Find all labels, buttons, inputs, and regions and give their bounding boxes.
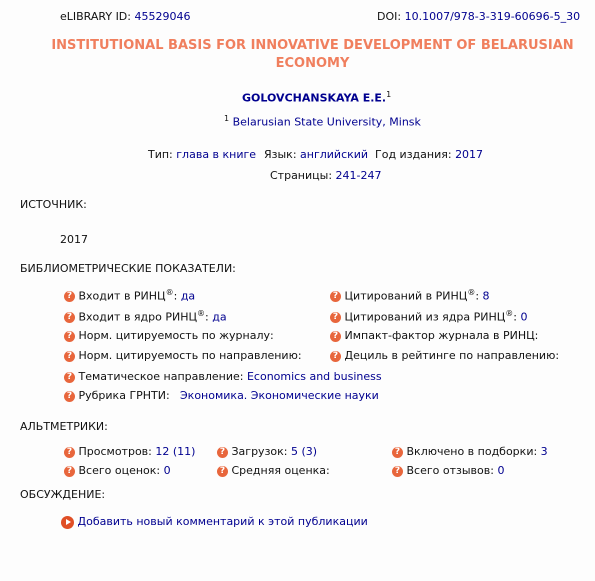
- collections-row: [392, 445, 548, 458]
- views-row: [64, 445, 195, 458]
- ratings-value: 0: [163, 464, 171, 477]
- rinc-value: да: [180, 289, 196, 303]
- average-rating-row: [217, 464, 330, 477]
- help-icon[interactable]: [330, 351, 341, 362]
- publication-language: [264, 148, 368, 161]
- norm-journal-label: Норм. цитируемость по журналу:: [78, 329, 274, 342]
- help-icon[interactable]: [64, 291, 75, 302]
- theme-row: [64, 370, 382, 383]
- reviews-label: Всего отзывов:: [406, 464, 494, 477]
- downloads-label: Загрузок:: [231, 445, 288, 458]
- author-link[interactable]: GOLOVCHANSKAYA E.E.: [242, 91, 387, 105]
- theme-value[interactable]: Economics and business: [246, 370, 382, 383]
- help-icon[interactable]: [392, 447, 403, 458]
- help-icon[interactable]: [64, 466, 75, 477]
- citations-core-label: Цитирований из ядра РИНЦ: [344, 310, 506, 324]
- rinc-row: ? Входит в РИНЦ®: да: [64, 288, 195, 303]
- impact-factor-label: Импакт-фактор журнала в РИНЦ:: [344, 329, 539, 342]
- source-year: 2017: [60, 233, 88, 246]
- norm-field-label: Норм. цитируемость по направлению:: [78, 349, 302, 362]
- impact-factor-row: [330, 329, 538, 342]
- reviews-value: 0: [497, 464, 505, 477]
- theme-label: Тематическое направление:: [78, 370, 244, 383]
- reg-mark: ®: [505, 309, 514, 318]
- publication-year: [375, 148, 483, 161]
- reg-mark: ®: [467, 288, 476, 297]
- author-row: [242, 90, 391, 105]
- help-icon[interactable]: [64, 391, 75, 402]
- publication-title: INSTITUTIONAL BASIS FOR INNOVATIVE DEVELOPMENT OF BELARUSIAN ECONOMY: [51, 38, 574, 71]
- reviews-row: [392, 464, 504, 477]
- decile-row: [330, 349, 559, 362]
- downloads-value: 5 (3): [291, 445, 318, 458]
- citations-core-row: ? Цитирований из ядра РИНЦ®: 0: [330, 309, 527, 324]
- altmetrics-heading: АЛЬТМЕТРИКИ:: [20, 420, 108, 433]
- affiliation-row: [224, 114, 421, 129]
- type-label: Тип:: [148, 148, 173, 161]
- elibrary-id-link[interactable]: 45529046: [134, 10, 191, 23]
- citations-rinc-label: Цитирований в РИНЦ: [344, 289, 468, 303]
- help-icon[interactable]: [64, 447, 75, 458]
- discussion-heading: ОБСУЖДЕНИЕ:: [20, 488, 106, 501]
- add-comment-link[interactable]: Добавить новый комментарий к этой публикации: [77, 515, 368, 528]
- add-comment-row[interactable]: [61, 515, 368, 529]
- pages-value: 241-247: [335, 169, 382, 182]
- help-icon[interactable]: [64, 351, 75, 362]
- play-arrow-icon[interactable]: [61, 516, 74, 529]
- norm-field-row: [64, 349, 302, 362]
- citations-core-value: 0: [520, 310, 528, 324]
- rinc-core-row: ? Входит в ядро РИНЦ®: да: [64, 309, 227, 324]
- pages-label: Страницы:: [270, 169, 333, 182]
- author-sup: 1: [386, 90, 392, 99]
- average-rating-label: Средняя оценка:: [231, 464, 330, 477]
- rinc-label: Входит в РИНЦ: [78, 289, 166, 303]
- year-label: Год издания:: [375, 148, 452, 161]
- help-icon[interactable]: [64, 331, 75, 342]
- reg-mark: ®: [197, 309, 206, 318]
- ratings-label: Всего оценок:: [78, 464, 161, 477]
- help-icon[interactable]: [64, 372, 75, 383]
- ratings-row: [64, 464, 171, 477]
- help-icon[interactable]: [64, 312, 75, 323]
- affiliation-sup: 1: [224, 114, 230, 123]
- grnti-value[interactable]: Экономика. Экономические науки: [180, 389, 379, 402]
- citations-rinc-row: ? Цитирований в РИНЦ®: 8: [330, 288, 490, 303]
- rinc-core-label: Входит в ядро РИНЦ: [78, 310, 198, 324]
- norm-journal-row: [64, 329, 274, 342]
- views-label: Просмотров:: [78, 445, 152, 458]
- help-icon[interactable]: [330, 312, 341, 323]
- source-heading: ИСТОЧНИК:: [20, 198, 87, 211]
- collections-label: Включено в подборки:: [406, 445, 538, 458]
- help-icon[interactable]: [217, 466, 228, 477]
- citations-rinc-value[interactable]: 8: [482, 289, 490, 303]
- collections-value[interactable]: 3: [540, 445, 548, 458]
- publication-type: [148, 148, 256, 161]
- help-icon[interactable]: [330, 291, 341, 302]
- help-icon[interactable]: [330, 331, 341, 342]
- doi-link[interactable]: 10.1007/978-3-319-60696-5_30: [404, 10, 581, 23]
- grnti-row: [64, 389, 170, 402]
- publication-pages: [270, 169, 382, 182]
- grnti-label: Рубрика ГРНТИ:: [78, 389, 170, 402]
- doi-label: DOI:: [377, 10, 402, 23]
- elibrary-id-row: [60, 10, 190, 23]
- type-value: глава в книге: [176, 148, 257, 161]
- decile-label: Дециль в рейтинге по направлению:: [344, 349, 560, 362]
- bibliometrics-heading: БИБЛИОМЕТРИЧЕСКИЕ ПОКАЗАТЕЛИ:: [20, 262, 236, 275]
- year-value: 2017: [455, 148, 484, 161]
- help-icon[interactable]: [217, 447, 228, 458]
- language-value: английский: [300, 148, 369, 161]
- rinc-core-value: да: [212, 310, 227, 324]
- doi-row: [377, 10, 580, 23]
- help-icon[interactable]: [392, 466, 403, 477]
- affiliation-link[interactable]: Belarusian State University, Minsk: [232, 115, 421, 129]
- elibrary-id-label: eLIBRARY ID:: [60, 10, 131, 23]
- language-label: Язык:: [264, 148, 297, 161]
- downloads-row: [217, 445, 317, 458]
- reg-mark: ®: [165, 288, 174, 297]
- views-value: 12 (11): [155, 445, 196, 458]
